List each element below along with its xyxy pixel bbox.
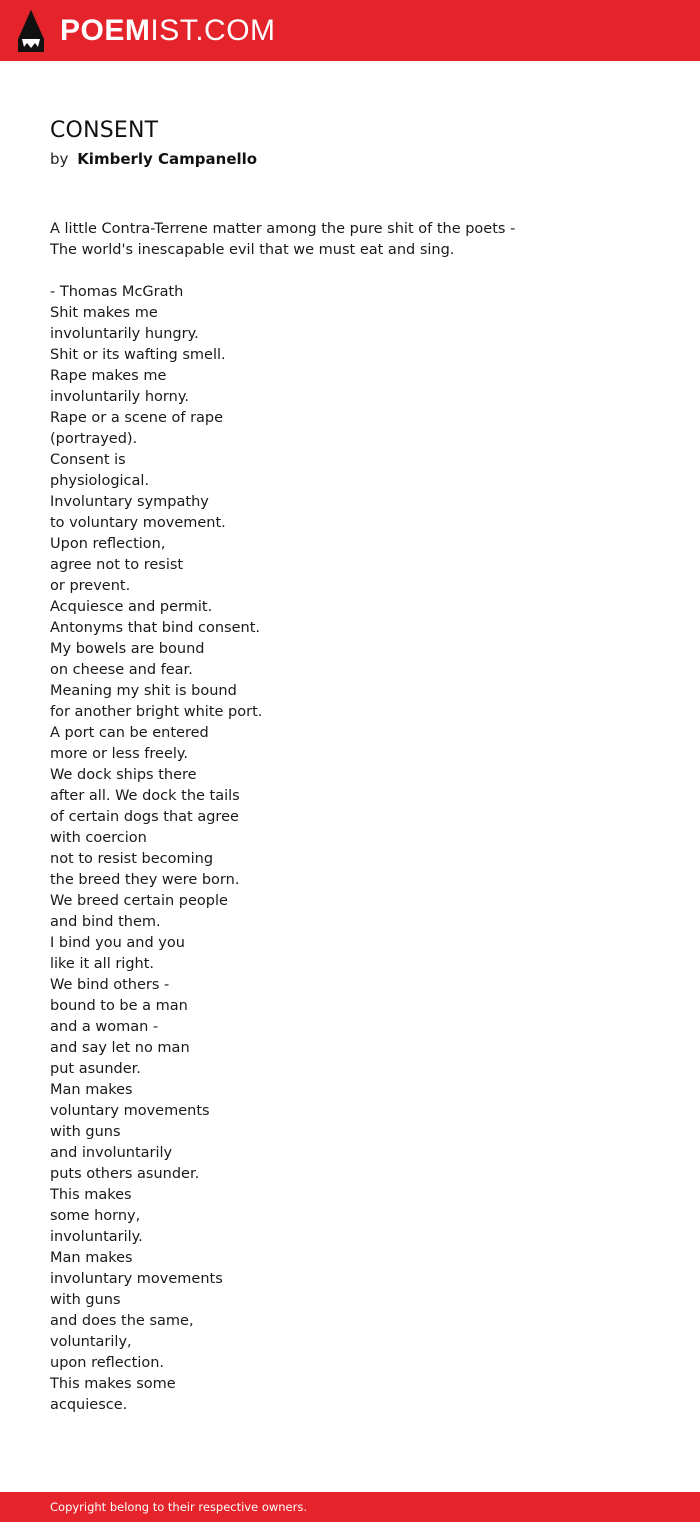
epigraph-line: A little Contra-Terrene matter among the pure shit of the poets - [50, 221, 516, 237]
poem-line: and bind them. [50, 914, 161, 930]
poem-line: or prevent. [50, 578, 131, 594]
poem-line: - Thomas McGrath [50, 284, 184, 300]
poem-line: like it all right. [50, 956, 155, 972]
poem-line: bound to be a man [50, 998, 188, 1014]
poem-line: Man makes [50, 1082, 133, 1098]
poem-line: We dock ships there [50, 767, 197, 783]
poem-line: physiological. [50, 473, 150, 489]
poem-line: with coercion [50, 830, 147, 846]
logo-text-bold: POEM [60, 14, 151, 47]
poem-line: not to resist becoming [50, 851, 214, 867]
poem-author: Kimberly Campanello [77, 150, 258, 168]
poem-line: on cheese and fear. [50, 662, 193, 678]
copyright-text: Copyright belong to their respective owners. [50, 1500, 308, 1514]
poem-lines [50, 282, 650, 1416]
poem-line: put asunder. [50, 1061, 141, 1077]
poem-line: and say let no man [50, 1040, 190, 1056]
poem-line: of certain dogs that agree [50, 809, 239, 825]
poem-line: involuntarily. [50, 1229, 143, 1245]
poem-line: agree not to resist [50, 557, 184, 573]
poem-line: My bowels are bound [50, 641, 205, 657]
poem-title: CONSENT [50, 118, 159, 143]
poem-line: and a woman - [50, 1019, 159, 1035]
poem-line: Consent is [50, 452, 126, 468]
poem-line: involuntarily horny. [50, 389, 189, 405]
site-footer [0, 1492, 700, 1522]
poem-line: to voluntary movement. [50, 515, 226, 531]
poem-line: We breed certain people [50, 893, 228, 909]
poem-line: This makes some [50, 1376, 176, 1392]
poem-line: Shit makes me [50, 305, 158, 321]
poem-content [50, 116, 650, 1416]
site-logo-text [60, 9, 276, 53]
pencil-icon [16, 9, 46, 53]
poem-line: more or less freely. [50, 746, 189, 762]
poem-epigraph [50, 219, 650, 261]
stanza-break [50, 261, 650, 282]
poem-line: some horny, [50, 1208, 141, 1224]
poem-line: Involuntary sympathy [50, 494, 209, 510]
poem-line: the breed they were born. [50, 872, 240, 888]
poem-line: We bind others - [50, 977, 170, 993]
poem-line: Upon reflection, [50, 536, 166, 552]
poem-line: Antonyms that bind consent. [50, 620, 261, 636]
epigraph-line: The world's inescapable evil that we must eat and sing. [50, 242, 455, 258]
poem-line: voluntarily, [50, 1334, 132, 1350]
site-header [0, 0, 700, 61]
by-label: by [50, 150, 69, 168]
poem-line: and does the same, [50, 1313, 194, 1329]
poem-line: This makes [50, 1187, 132, 1203]
poem-line: voluntary movements [50, 1103, 210, 1119]
poem-line: involuntary movements [50, 1271, 223, 1287]
poem-line: Shit or its wafting smell. [50, 347, 226, 363]
poem-line: Meaning my shit is bound [50, 683, 237, 699]
poem-line: for another bright white port. [50, 704, 263, 720]
poem-body [50, 219, 650, 1416]
poem-line: Acquiesce and permit. [50, 599, 213, 615]
poem-line: involuntarily hungry. [50, 326, 199, 342]
poem-line: upon reflection. [50, 1355, 165, 1371]
poem-line: A port can be entered [50, 725, 209, 741]
poem-line: and involuntarily [50, 1145, 173, 1161]
poem-line: I bind you and you [50, 935, 185, 951]
logo-text-light: IST.COM [150, 14, 276, 47]
poem-line: with guns [50, 1124, 121, 1140]
site-logo-link[interactable] [16, 9, 276, 53]
poem-byline [50, 148, 650, 170]
poem-line: acquiesce. [50, 1397, 128, 1413]
poem-line: puts others asunder. [50, 1166, 200, 1182]
poem-line: after all. We dock the tails [50, 788, 240, 804]
poem-line: Rape makes me [50, 368, 167, 384]
poem-line: Man makes [50, 1250, 133, 1266]
poem-line: with guns [50, 1292, 121, 1308]
poem-line: Rape or a scene of rape [50, 410, 224, 426]
poem-line: (portrayed). [50, 431, 138, 447]
